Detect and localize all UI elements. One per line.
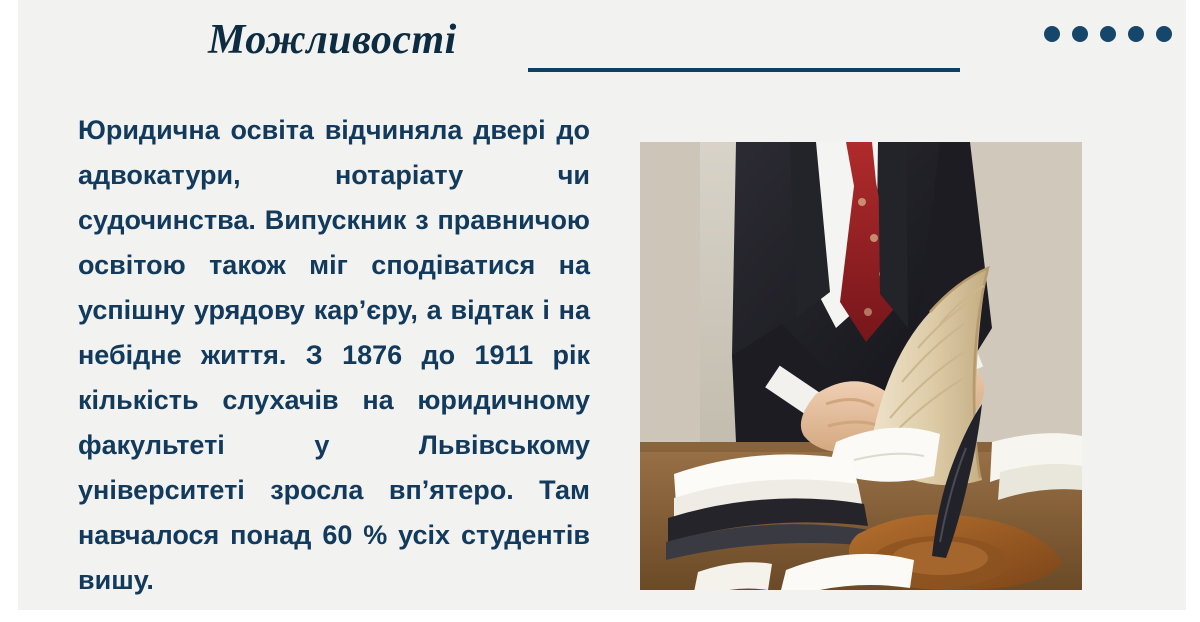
dot-2 <box>1072 26 1088 42</box>
right-margin-strip <box>1186 0 1200 622</box>
dot-3 <box>1100 26 1116 42</box>
lawyer-with-book-photo <box>640 142 1082 590</box>
dot-1 <box>1044 26 1060 42</box>
dot-5 <box>1156 26 1172 42</box>
page-title: Можливості <box>208 17 457 63</box>
dot-4 <box>1128 26 1144 42</box>
body-paragraph: Юридична освіта відчиняла двері до адвокатури, нотаріату чи судочинства. Випускник з правничою освітою також міг сподіватися на успішну урядову кар’єру, а відтак і на небідне життя. З 1876 до 1911 рік кількість слухачів на юридичному факультеті у Львівському університеті зросла вп’ятеро. Там навчалося понад 60 % усіх студентів вишу. <box>78 115 590 595</box>
title-underline-rule <box>528 68 960 72</box>
bottom-margin-strip <box>0 610 1200 622</box>
decorative-dots <box>1044 26 1172 42</box>
left-margin-strip <box>0 0 18 622</box>
